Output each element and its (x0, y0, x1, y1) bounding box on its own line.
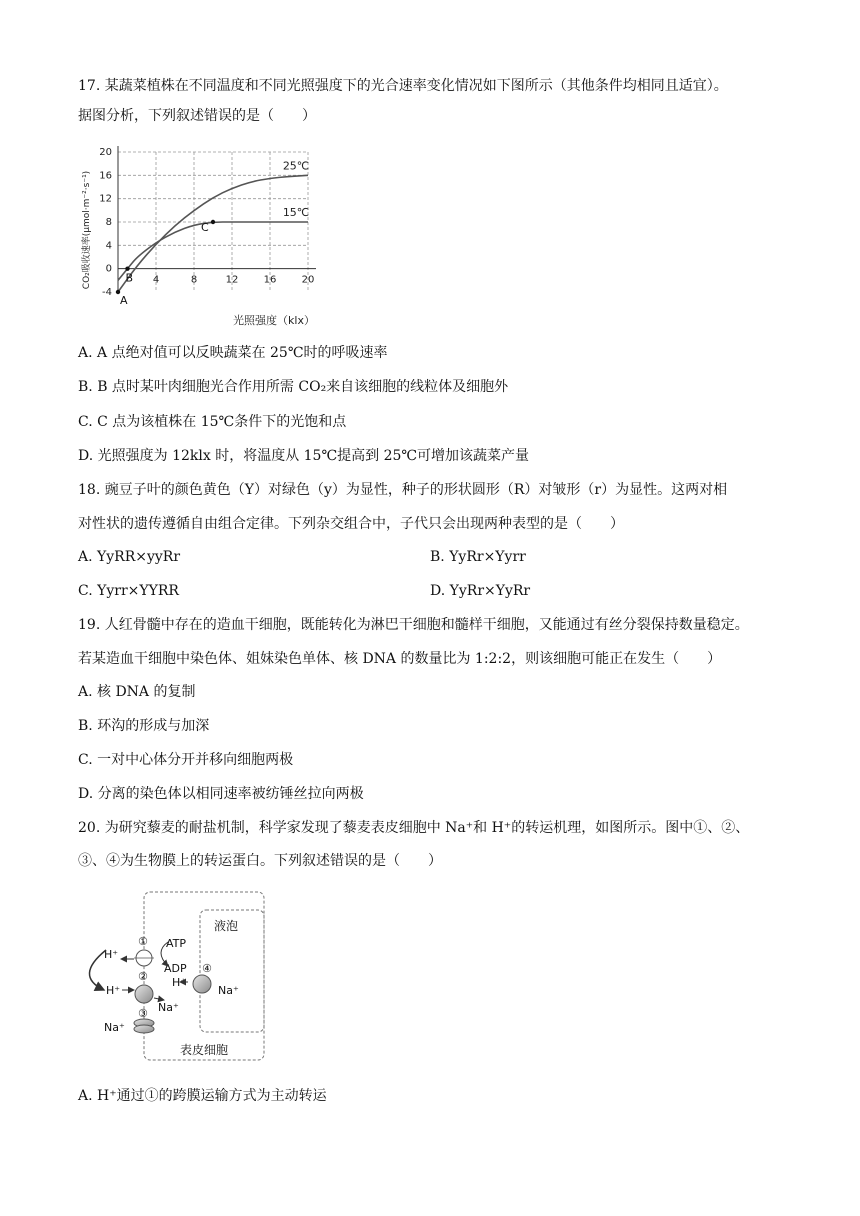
q19-stem-line2: 若某造血干细胞中染色体、姐妹染色单体、核 DNA 的数量比为 1:2:2，则该细胞可能正在发生（ ） (78, 651, 722, 667)
chart-xlabel: 光照强度（klx） (233, 314, 315, 327)
h-ion-4: H⁺ (172, 976, 187, 989)
x-tick-label: 12 (225, 274, 239, 286)
q17-option-a: A. A 点绝对值可以反映蔬菜在 25℃时的呼吸速率 (78, 345, 388, 361)
q18-stem-line2: 对性状的遗传遵循自由组合定律。下列杂交组合中，子代只会出现两种表型的是（ ） (78, 516, 624, 532)
q20-stem-line2: ③、④为生物膜上的转运蛋白。下列叙述错误的是（ ） (78, 853, 442, 869)
series-label-1: 25℃ (282, 159, 310, 173)
y-tick-label: 4 (105, 240, 112, 252)
transporter-2 (135, 985, 153, 1003)
marker-1: ① (138, 935, 148, 948)
series-line-2 (118, 222, 308, 280)
adp-label: ADP (164, 962, 187, 975)
point-label-b: B (125, 271, 134, 285)
q18-option-d: D. YyRr×YyRr (430, 583, 531, 599)
chart-points (116, 220, 215, 307)
q18-stem-line1: 18. 豌豆子叶的颜色黄色（Y）对绿色（y）为显性，种子的形状圆形（R）对皱形（r）为显性。这两对相 (78, 482, 728, 498)
x-tick-label: 8 (190, 274, 198, 286)
series-line-1 (118, 175, 308, 292)
q17-option-d: D. 光照强度为 12klx 时，将温度从 15℃提高到 25℃可增加该蔬菜产量 (78, 448, 530, 464)
y-tick-label: -4 (102, 287, 112, 298)
chart-lines (118, 159, 309, 292)
marker-4: ④ (202, 962, 212, 975)
series-label-2: 15℃ (282, 206, 310, 219)
q17-option-c: C. C 点为该植株在 15℃条件下的光饱和点 (78, 414, 347, 430)
x-tick-label: 4 (152, 274, 160, 286)
marker-3: ③ (138, 1007, 148, 1020)
cell-label: 表皮细胞 (179, 1043, 229, 1057)
q17-option-b: B. B 点时某叶肉细胞光合作用所需 CO₂来自该细胞的线粒体及细胞外 (78, 379, 509, 395)
vacuole-label: 液泡 (213, 919, 239, 933)
q18-option-a: A. YyRR×yyRr (78, 549, 181, 565)
q20-stem-line1: 20. 为研究藜麦的耐盐机制，科学家发现了藜麦表皮细胞中 Na⁺和 H⁺的转运机理，如图所示。图中①、②、 (78, 820, 750, 836)
na-ion-4: Na⁺ (218, 984, 239, 997)
q19-option-c: C. 一对中心体分开并移向细胞两极 (78, 752, 294, 768)
h-ion-1: H⁺ (104, 948, 119, 961)
q18-option-c: C. Yyrr×YYRR (78, 583, 179, 599)
point-label-c: C (201, 221, 209, 234)
q17-stem-line2: 据图分析，下列叙述错误的是（ ） (78, 108, 316, 124)
y-tick-label: 8 (105, 217, 112, 228)
h-ion-2: H⁺ (106, 984, 121, 997)
q19-option-a: A. 核 DNA 的复制 (78, 684, 196, 700)
q19-option-d: D. 分离的染色体以相同速率被纺锤丝拉向两极 (78, 786, 364, 802)
x-tick-label: 16 (263, 274, 277, 286)
y-tick-label: 16 (99, 170, 112, 182)
q17-stem-line1: 17. 某蔬菜植株在不同温度和不同光照强度下的光合速率变化情况如下图所示（其他条件均相同且适宜）。 (78, 78, 728, 94)
y-tick-label: 20 (99, 147, 112, 158)
transporter-4 (193, 975, 211, 993)
q17-chart (76, 140, 326, 330)
q20-option-a: A. H⁺通过①的跨膜运输方式为主动转运 (78, 1088, 327, 1104)
marker-2: ② (138, 970, 148, 983)
point-label-a: A (120, 294, 128, 307)
x-tick-label: 20 (301, 274, 315, 286)
q19-option-b: B. 环沟的形成与加深 (78, 718, 210, 734)
y-tick-label: 12 (99, 193, 112, 205)
point-c (211, 220, 215, 224)
atp-label: ATP (166, 937, 187, 950)
q20-diagram (76, 886, 276, 1066)
y-tick-label: 0 (105, 263, 112, 275)
chart-ylabel: CO₂吸收速率(μmol·m⁻²·s⁻¹) (82, 170, 92, 290)
point-b (125, 266, 129, 270)
na-ion-2: Na⁺ (158, 1001, 179, 1014)
na-ion-3: Na⁺ (104, 1021, 125, 1034)
q18-option-b: B. YyRr×Yyrr (430, 549, 526, 565)
q19-stem-line1: 19. 人红骨髓中存在的造血干细胞，既能转化为淋巴干细胞和髓样干细胞，又能通过有丝分裂保持数量稳定。 (78, 617, 749, 633)
